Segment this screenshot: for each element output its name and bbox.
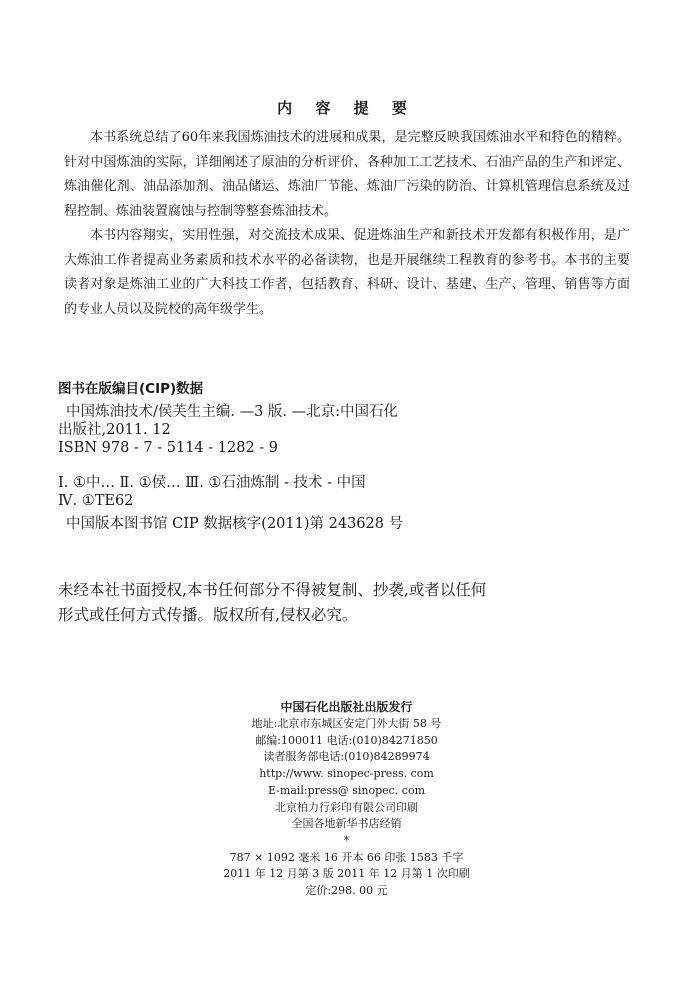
reader-service-phone: 读者服务部电话:(010)84289974 xyxy=(263,750,430,764)
publisher-address: 地址:北京市东城区安定门外大街 58 号 xyxy=(251,717,442,730)
summary-paragraph-2: 本书内容翔实，实用性强，对交流技术成果、促进炼油生产和新技术开发都有积极作用，是广大炼油工作者提高业务素质和技术水平的必备读物，也是开展继续工程教育的参考书。本书的主要读者对象是炼油工业的广大科技工作者，包括教育、科研、设计、基建、生产、管理、销售等方面的专业人员以及院校的高年级学生。 xyxy=(64,228,630,317)
copyright-line-1: 未经本社书面授权,本书任何部分不得被复制、抄袭,或者以任何 xyxy=(58,581,487,599)
edition-printing: 2011 年 12 月第 3 版 2011 年 12 月第 1 次印刷 xyxy=(223,867,470,881)
cip-heading: 图书在版编目(CIP)数据 xyxy=(58,381,204,397)
copyright-line-2: 形式或任何方式传播。版权所有,侵权必究。 xyxy=(58,606,358,624)
summary-title: 内 容 提 要 xyxy=(277,99,416,117)
price: 定价:298. 00 元 xyxy=(305,884,388,898)
publisher-name: 中国石化出版社出版发行 xyxy=(280,700,413,714)
cip-isbn: ISBN 978 - 7 - 5114 - 1282 - 9 xyxy=(58,440,279,456)
publisher-info xyxy=(0,698,693,900)
cip-publisher-line: 出版社,2011. 12 xyxy=(58,422,171,438)
cip-record xyxy=(58,403,438,510)
summary-body xyxy=(64,126,630,322)
distributor: 全国各地新华书店经销 xyxy=(291,817,402,831)
publisher-email: E-mail:press@ sinopec. com xyxy=(267,783,426,797)
cip-classification-2: Ⅳ. ①TE62 xyxy=(58,493,134,509)
publisher-website: http://www. sinopec-press. com xyxy=(259,767,434,781)
cip-data-number: 中国版本图书馆 CIP 数据核字(2011)第 243628 号 xyxy=(66,516,404,532)
cip-title-line: 中国炼油技术/侯芙生主编. —3 版. —北京:中国石化 xyxy=(66,404,399,420)
printer-name: 北京柏力行彩印有限公司印刷 xyxy=(275,800,418,814)
separator-star: * xyxy=(343,833,350,847)
book-format: 787 × 1092 毫米 16 开本 66 印张 1583 千字 xyxy=(229,850,464,864)
copyright-notice xyxy=(58,578,508,628)
cip-classification-1: Ⅰ. ①中… Ⅱ. ①侯… Ⅲ. ①石油炼制 - 技术 - 中国 xyxy=(58,475,366,491)
publisher-postal-phone: 邮编:100011 电话:(010)84271850 xyxy=(255,733,438,747)
summary-paragraph-1: 本书系统总结了60年来我国炼油技术的进展和成果，是完整反映我国炼油水平和特色的精粹。针对中国炼油的实际，详细阐述了原油的分析评价、各种加工工艺技术、石油产品的生产和评定、炼油催化剂、油品添加剂、油品储运、炼油厂节能、炼油厂污染的防治、计算机管理信息系统及过程控制、炼油装置腐蚀与控制等整套炼油技术。 xyxy=(64,130,630,219)
